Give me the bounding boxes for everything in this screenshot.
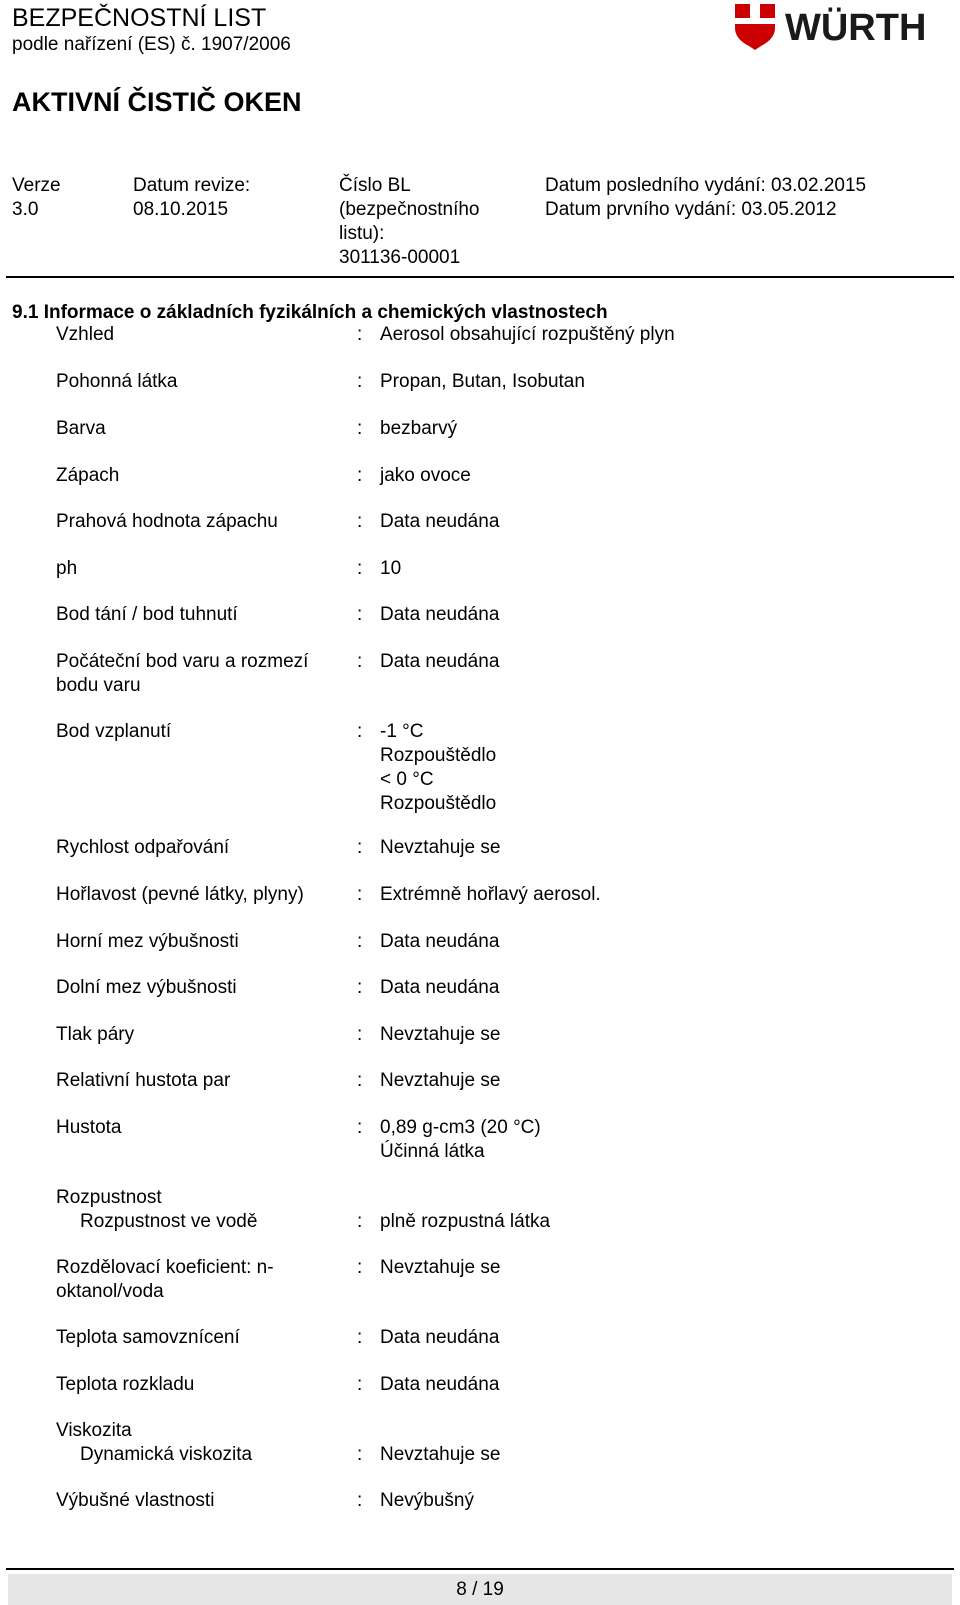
property-sub-label: Dynamická viskozita (80, 1444, 253, 1465)
property-label: Rychlost odpařování (56, 837, 230, 858)
property-separator: : (357, 837, 363, 858)
property-label (56, 1186, 346, 1234)
property-value-line: -1 °C (380, 721, 424, 742)
meta-revision (133, 174, 250, 222)
wurth-logo (733, 2, 955, 54)
property-value: Aerosol obsahující rozpuštěný plyn (380, 324, 675, 345)
property-separator: : (357, 418, 363, 439)
property-value: Data neudána (380, 651, 500, 672)
revision-value: 08.10.2015 (133, 199, 229, 220)
property-label: Pohonná látka (56, 371, 178, 392)
version-label: Verze (12, 175, 61, 196)
property-label: Teplota rozkladu (56, 1374, 195, 1395)
property-group-label: Viskozita (56, 1420, 132, 1441)
property-separator: : (357, 1444, 363, 1465)
property-label: Hořlavost (pevné látky, plyny) (56, 884, 304, 905)
property-separator: : (357, 884, 363, 905)
property-value-line: Rozpouštědlo (380, 793, 497, 814)
property-value: Data neudána (380, 931, 500, 952)
property-separator: : (357, 1490, 363, 1511)
sds-label-line-3: listu): (339, 223, 385, 244)
property-value: bezbarvý (380, 418, 458, 439)
property-value-line: Účinná látka (380, 1141, 485, 1162)
property-separator: : (357, 1374, 363, 1395)
property-separator: : (357, 1024, 363, 1045)
property-separator: : (357, 721, 363, 742)
property-value: Data neudána (380, 977, 500, 998)
property-value-line: 0,89 g-cm3 (20 °C) (380, 1117, 541, 1138)
property-separator: : (357, 511, 363, 532)
property-value: Extrémně hořlavý aerosol. (380, 884, 601, 905)
meta-dates (545, 174, 866, 222)
property-value: Data neudána (380, 1374, 500, 1395)
property-separator: : (357, 371, 363, 392)
sds-label-line-2: (bezpečnostního (339, 199, 480, 220)
property-label: Bod vzplanutí (56, 721, 172, 742)
sds-value: 301136-00001 (339, 247, 461, 268)
meta-sds-number (339, 174, 480, 270)
property-label: Teplota samovznícení (56, 1327, 240, 1348)
section-heading: 9.1 Informace o základních fyzikálních a chemických vlastnostech (12, 302, 608, 323)
property-separator: : (357, 1070, 363, 1091)
property-value-line: Rozpouštědlo (380, 745, 497, 766)
property-separator: : (357, 977, 363, 998)
property-value: plně rozpustná látka (380, 1211, 551, 1232)
property-separator: : (357, 1327, 363, 1348)
property-label: Zápach (56, 465, 120, 486)
property-label-line: bodu varu (56, 675, 141, 696)
property-value: Nevýbušný (380, 1490, 474, 1511)
property-label-line: Rozdělovací koeficient: n- (56, 1257, 274, 1278)
meta-version (12, 174, 61, 222)
property-label: Prahová hodnota zápachu (56, 511, 278, 532)
property-label (56, 1256, 346, 1304)
property-separator: : (357, 651, 363, 672)
property-value (380, 1116, 940, 1164)
property-value: Nevztahuje se (380, 837, 501, 858)
property-value (380, 720, 940, 816)
property-separator: : (357, 604, 363, 625)
property-label (56, 650, 346, 698)
document-title: BEZPEČNOSTNÍ LIST (12, 4, 267, 32)
property-label: Hustota (56, 1117, 122, 1138)
property-separator: : (357, 1211, 363, 1232)
property-value: Data neudána (380, 604, 500, 625)
sds-label-line-1: Číslo BL (339, 175, 411, 196)
product-name: AKTIVNÍ ČISTIČ OKEN (12, 87, 302, 117)
property-separator: : (357, 931, 363, 952)
property-label: Bod tání / bod tuhnutí (56, 604, 238, 625)
header-divider (6, 276, 954, 278)
property-label-line: Počáteční bod varu a rozmezí (56, 651, 309, 672)
property-label: Relativní hustota par (56, 1070, 231, 1091)
property-value: Nevztahuje se (380, 1257, 501, 1278)
property-label: Vzhled (56, 324, 115, 345)
wurth-logo-text: WÜRTH (785, 7, 927, 49)
property-value: 10 (380, 558, 402, 579)
revision-label: Datum revize: (133, 175, 251, 196)
property-label: ph (56, 558, 78, 579)
property-value: Nevztahuje se (380, 1444, 501, 1465)
property-value: Data neudána (380, 511, 500, 532)
property-separator: : (357, 558, 363, 579)
property-label-line: oktanol/voda (56, 1281, 164, 1302)
property-separator: : (357, 1117, 363, 1138)
property-label: Výbušné vlastnosti (56, 1490, 215, 1511)
property-label: Dolní mez výbušnosti (56, 977, 237, 998)
property-value: Data neudána (380, 1327, 500, 1348)
property-value: Nevztahuje se (380, 1024, 501, 1045)
property-separator: : (357, 324, 363, 345)
first-issue-date: Datum prvního vydání: 03.05.2012 (545, 199, 837, 220)
property-separator: : (357, 465, 363, 486)
property-value: Nevztahuje se (380, 1070, 501, 1091)
property-value-line: < 0 °C (380, 769, 434, 790)
property-separator: : (357, 1257, 363, 1278)
property-label (56, 1419, 346, 1467)
property-label: Horní mez výbušnosti (56, 931, 239, 952)
property-value: jako ovoce (380, 465, 471, 486)
property-value: Propan, Butan, Isobutan (380, 371, 585, 392)
last-issue-date: Datum posledního vydání: 03.02.2015 (545, 175, 867, 196)
footer-divider (6, 1568, 954, 1570)
property-label: Barva (56, 418, 106, 439)
document-subtitle: podle nařízení (ES) č. 1907/2006 (12, 34, 291, 55)
property-group-label: Rozpustnost (56, 1187, 162, 1208)
property-label: Tlak páry (56, 1024, 135, 1045)
page-number: 8 / 19 (456, 1579, 504, 1600)
property-sub-label: Rozpustnost ve vodě (80, 1211, 258, 1232)
version-value: 3.0 (12, 199, 39, 220)
